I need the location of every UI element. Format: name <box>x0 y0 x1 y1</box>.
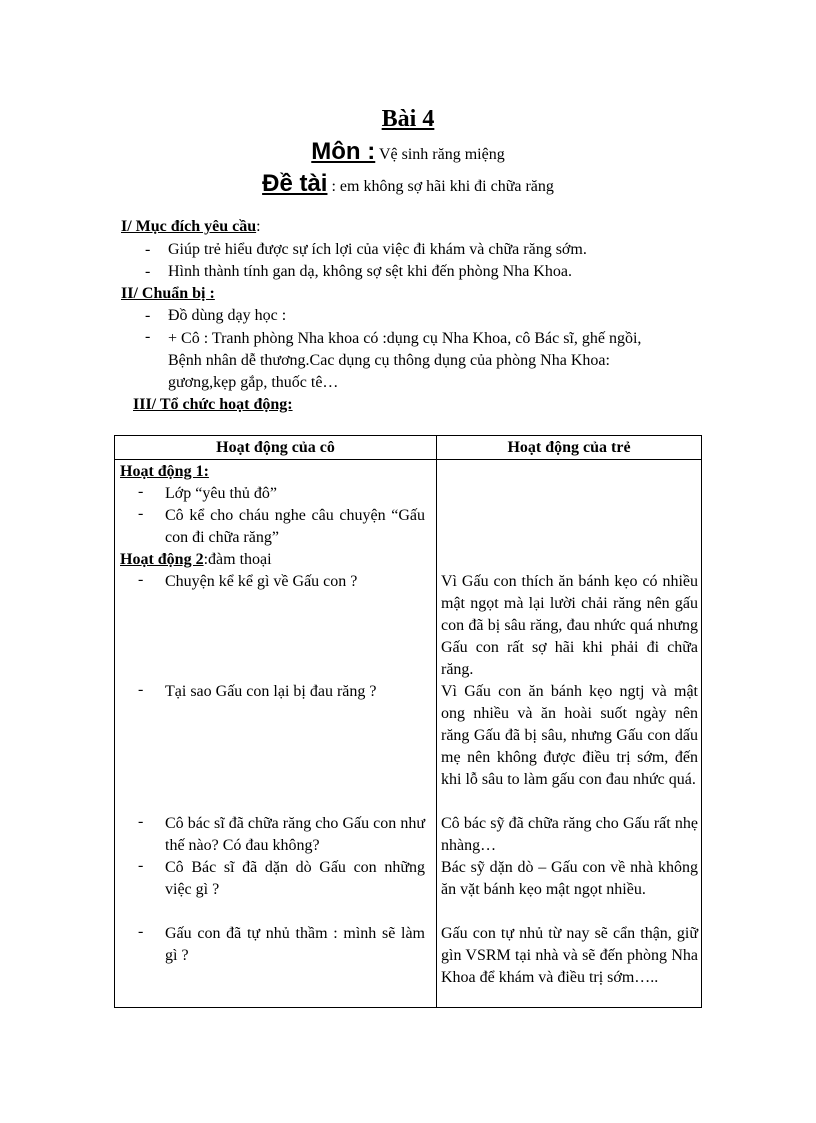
subject-label: Môn : <box>311 138 376 165</box>
teacher-column-header: Hoạt động của cô <box>216 439 335 456</box>
answer-item: Vì Gấu con ăn bánh kẹo ngtj và mật ong nhiều và ăn hoài suốt ngày nên răng Gấu đã bị sâu, nhưng Gấu con dấu mẹ nên không được điều trị sớm, đến khi lỗ sâu to làm gấu con đau nhức quá. <box>441 683 698 788</box>
topic-label: Đề tài <box>262 170 328 197</box>
topic-value: : em không sợ hãi khi đi chữa răng <box>331 178 554 195</box>
section-3-heading: III/ Tổ chức hoạt động: <box>133 396 293 413</box>
subject-value: Vệ sinh răng miệng <box>378 146 505 163</box>
header-divider <box>115 459 701 460</box>
child-column-header: Hoạt động của trẻ <box>507 439 631 456</box>
section-1-heading: I/ Mục đích yêu cầu: <box>121 218 261 235</box>
answer-item: Cô bác sỹ đã chữa răng cho Gấu rất nhẹ nhàng… <box>441 815 698 854</box>
document-page: Bài 4 Môn : Vệ sinh răng miệng Đề tài : em không sợ hãi khi đi chữa răng I/ Mục đích yêu cầu: - Giúp trẻ hiểu được sự ích lợi của việc đi khám và chữa răng sớm. - Hình thành tính gan dạ, không sợ sệt khi đến phòng Nha Khoa. II/ Chuẩn bị : - Đồ dùng dạy học : - + Cô : Tranh phòng Nha khoa có :dụng cụ Nha Khoa, cô Bác sĩ, ghế ngồi, Bệnh nhân dễ thương.Cac dụng cụ thông dụng của phòng Nha Khoa: gương,kẹp gắp, thuốc tê… III/ Tổ chức hoạt động: Hoạt động của cô Hoạt động của trẻ Hoạt động 1: - Lớp “yêu thủ đô” - Cô kể cho cháu nghe câu chuyện “Gấu con đi chữa răng” Hoạt động 2:đàm thoại - Chuyện kể kể gì về Gấu con ? - Tại sao Gấu con lại bị đau răng ? - Cô bác sĩ đã chữa răng cho Gấu con như thế nào? Có đau không? - Cô Bác sĩ đã dặn dò Gấu con những việc gì ? - Gấu con đã tự nhủ thầm : mình sẽ làm gì ? Vì Gấu con thích ăn bánh kẹo có nhiều mật ngọt mà lại lười chải răng nên gấu con đã bị sâu răng, đau nhức quá nhưng Gấu con rất sợ hãi khi phải đi chữa răng. Vì Gấu con ăn bánh kẹo ngtj và mật ong nhiều và ăn hoài suốt ngày nên răng Gấu đã bị sâu, nhưng Gấu con dấu mẹ nên không được điều trị sớm, đến khi lỗ sâu to làm gấu con đau nhức quá. Cô bác sỹ đã chữa răng cho Gấu rất nhẹ nhàng… Bác sỹ dặn dò – Gấu con về nhà không ăn vặt bánh kẹo mật ngọt nhiều. Gấu con tự nhủ từ nay sẽ cẩn thận, giữ gìn VSRM tại nhà và sẽ đến phòng Nha Khoa để khám và điều trị sớm….. <box>0 0 816 1123</box>
activity-2-heading: Hoạt động 2:đàm thoại <box>120 551 272 568</box>
subject-line <box>0 138 816 166</box>
topic-line <box>0 170 816 198</box>
lesson-title: Bài 4 <box>381 106 435 132</box>
activity-1-heading: Hoạt động 1: <box>120 463 209 480</box>
activity-table: Hoạt động của cô Hoạt động của trẻ Hoạt động 1: - Lớp “yêu thủ đô” - Cô kể cho cháu nghe câu chuyện “Gấu con đi chữa răng” Hoạt động 2:đàm thoại - Chuyện kể kể gì về Gấu con ? - Tại sao Gấu con lại bị đau răng ? - Cô bác sĩ đã chữa răng cho Gấu con như thế nào? Có đau không? - Cô Bác sĩ đã dặn dò Gấu con những việc gì ? - Gấu con đã tự nhủ thầm : mình sẽ làm gì ? Vì Gấu con thích ăn bánh kẹo có nhiều mật ngọt mà lại lười chải răng nên gấu con đã bị sâu răng, đau nhức quá nhưng Gấu con rất sợ hãi khi phải đi chữa răng. Vì Gấu con ăn bánh kẹo ngtj và mật ong nhiều và ăn hoài suốt ngày nên răng Gấu đã bị sâu, nhưng Gấu con dấu mẹ nên không được điều trị sớm, đến khi lỗ sâu to làm gấu con đau nhức quá. Cô bác sỹ đã chữa răng cho Gấu rất nhẹ nhàng… Bác sỹ dặn dò – Gấu con về nhà không ăn vặt bánh kẹo mật ngọt nhiều. Gấu con tự nhủ từ nay sẽ cẩn thận, giữ gìn VSRM tại nhà và sẽ đến phòng Nha Khoa để khám và điều trị sớm….. <box>114 435 702 1008</box>
answer-item: Vì Gấu con thích ăn bánh kẹo có nhiều mật ngọt mà lại lười chải răng nên gấu con đã bị sâu răng, đau nhức quá nhưng Gấu con rất sợ hãi khi phải đi chữa răng. <box>441 573 698 678</box>
answer-item: Gấu con tự nhủ từ nay sẽ cẩn thận, giữ gìn VSRM tại nhà và sẽ đến phòng Nha Khoa để khám và điều trị sớm….. <box>441 925 698 986</box>
answer-item: Bác sỹ dặn dò – Gấu con về nhà không ăn vặt bánh kẹo mật ngọt nhiều. <box>441 859 698 898</box>
column-divider <box>436 436 437 1007</box>
section-2-heading: II/ Chuẩn bị : <box>121 285 215 302</box>
